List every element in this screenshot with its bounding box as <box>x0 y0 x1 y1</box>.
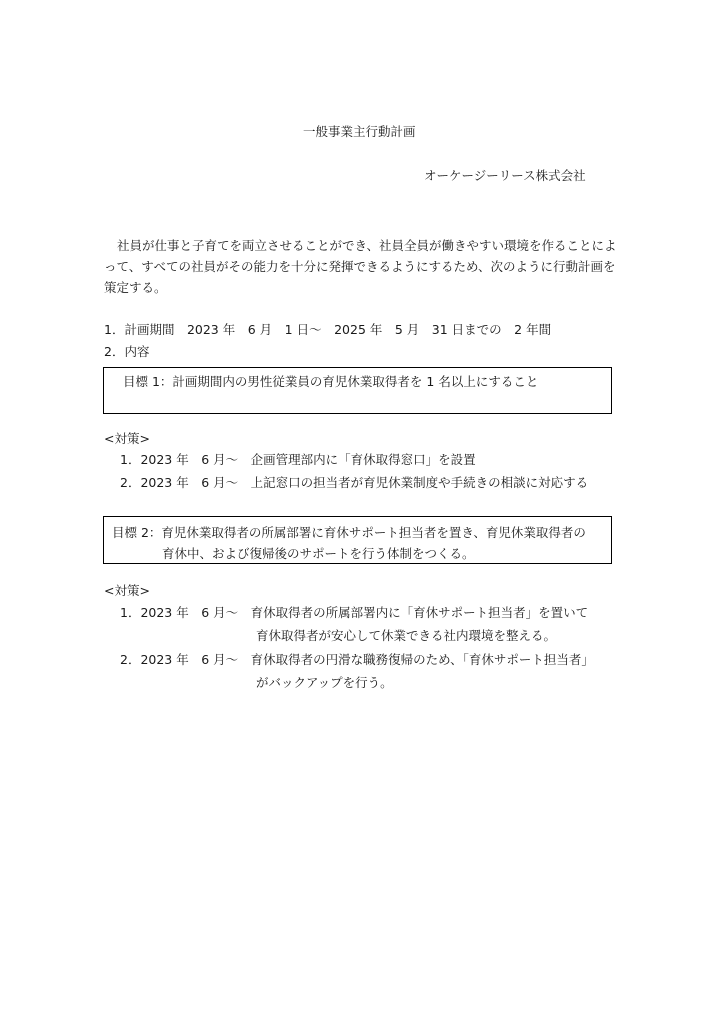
measures-2-heading: <対策> <box>104 583 150 598</box>
goal-1-text: 目標 1：計画期間内の男性従業員の育児休業取得者を 1 名以上にすること <box>123 374 539 389</box>
goal-2-text <box>112 522 586 564</box>
company-name: オーケージーリース株式会社 <box>424 168 586 183</box>
goal-2-line-2: 育休中、および復帰後のサポートを行う体制をつくる。 <box>162 546 475 561</box>
document-title: 一般事業主行動計画 <box>303 124 416 139</box>
measures-1-heading: <対策> <box>104 431 150 446</box>
measure-1-item-2: 2．2023 年 6 月～ 上記窓口の担当者が育児休業制度や手続きの相談に対応する <box>120 475 589 490</box>
goal-1-box <box>103 367 612 414</box>
goal-2-line-1: 目標 2：育児休業取得者の所属部署に育休サポート担当者を置き、育児休業取得者の <box>112 525 586 540</box>
intro-paragraph: 社員が仕事と子育てを両立させることができ、社員全員が働きやすい環境を作ることによって、すべての社員がその能力を十分に発揮できるようにするため、次のように行動計画を策定する。 <box>104 238 617 295</box>
measure-2-item-1-cont: 育休取得者が安心して休業できる社内環境を整える。 <box>256 628 557 643</box>
measure-2-item-2-cont: がバックアップを行う。 <box>256 675 393 690</box>
measure-2-item-2: 2．2023 年 6 月～ 育休取得者の円滑な職務復帰のため、「育休サポート担当者」 <box>120 652 594 667</box>
plan-period: 1．計画期間 2023 年 6 月 1 日～ 2025 年 5 月 31 日までの 2 年間 <box>104 322 552 337</box>
measure-2-item-1: 1．2023 年 6 月～ 育休取得者の所属部署内に「育休サポート担当者」を置いて <box>120 605 589 620</box>
goal-2-box <box>103 516 612 564</box>
measure-1-item-1: 1．2023 年 6 月～ 企画管理部内に「育休取得窓口」を設置 <box>120 452 476 467</box>
content-heading: 2．内容 <box>104 344 150 359</box>
